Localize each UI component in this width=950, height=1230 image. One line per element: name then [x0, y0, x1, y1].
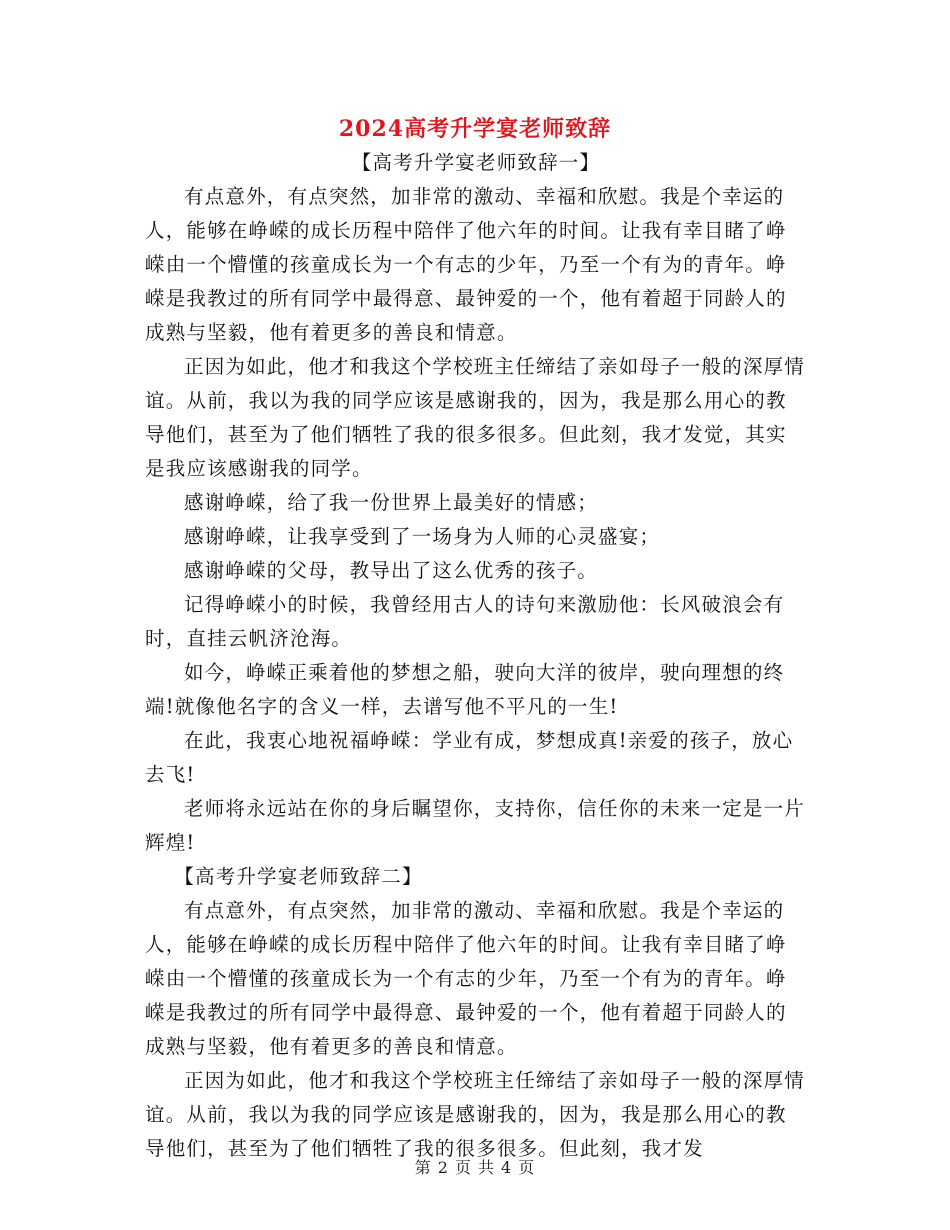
- paragraph: 有点意外，有点突然，加非常的激动、幸福和欣慰。我是个幸运的人，能够在峥嵘的成长历程中陪伴了他六年的时间。让我有幸目睹了峥嵘由一个懵懂的孩童成长为一个有志的少年，乃至一个有为的青年。峥嵘是我教过的所有同学中最得意、最钟爱的一个，他有着超于同龄人的成熟与坚毅，他有着更多的善良和情意。: [145, 899, 787, 1058]
- section-heading-2: 【高考升学宴老师致辞二】: [174, 865, 423, 888]
- page-footer: [0, 1155, 950, 1178]
- document-title: 2024高考升学宴老师致辞: [338, 116, 612, 142]
- paragraph: 老师将永远站在你的身后瞩望你，支持你，信任你的未来一定是一片辉煌!: [145, 797, 806, 854]
- paragraph: 如今，峥嵘正乘着他的梦想之船，驶向大洋的彼岸，驶向理想的终端!就像他名字的含义一样，去谱写他不平凡的一生!: [145, 661, 785, 718]
- paragraph: 感谢峥嵘，给了我一份世界上最美好的情感；: [184, 491, 599, 514]
- paragraph: 感谢峥嵘，让我享受到了一场身为人师的心灵盛宴；: [184, 525, 661, 548]
- document-body: [145, 146, 807, 1166]
- paragraph: 记得峥嵘小的时候，我曾经用古人的诗句来激励他：长风破浪会有时，直挂云帆济沧海。: [145, 593, 785, 650]
- paragraph: 有点意外，有点突然，加非常的激动、幸福和欣慰。我是个幸运的人，能够在峥嵘的成长历程中陪伴了他六年的时间。让我有幸目睹了峥嵘由一个懵懂的孩童成长为一个有志的少年，乃至一个有为的青年。峥嵘是我教过的所有同学中最得意、最钟爱的一个，他有着超于同龄人的成熟与坚毅，他有着更多的善良和情意。: [145, 185, 787, 344]
- paragraph: 正因为如此，他才和我这个学校班主任缔结了亲如母子一般的深厚情谊。从前，我以为我的同学应该是感谢我的，因为，我是那么用心的教导他们，甚至为了他们牺牲了我的很多很多。但此刻，我才发: [145, 1069, 806, 1160]
- section-heading-1: 【高考升学宴老师致辞一】: [351, 151, 601, 174]
- footer-suffix: 页: [518, 1158, 536, 1177]
- current-page-number: 2: [437, 1158, 449, 1177]
- paragraph: 正因为如此，他才和我这个学校班主任缔结了亲如母子一般的深厚情谊。从前，我以为我的同学应该是感谢我的，因为，我是那么用心的教导他们，甚至为了他们牺牲了我的很多很多。但此刻，我才发觉，其实是我应该感谢我的同学。: [145, 355, 806, 480]
- footer-page-word: 页: [454, 1158, 472, 1177]
- footer-total-word: 共: [478, 1158, 496, 1177]
- total-pages-number: 4: [501, 1158, 513, 1177]
- footer-prefix: 第: [414, 1158, 432, 1177]
- paragraph: 在此，我衷心地祝福峥嵘：学业有成，梦想成真!亲爱的孩子，放心去飞!: [145, 729, 794, 786]
- paragraph: 感谢峥嵘的父母，教导出了这么优秀的孩子。: [184, 559, 599, 582]
